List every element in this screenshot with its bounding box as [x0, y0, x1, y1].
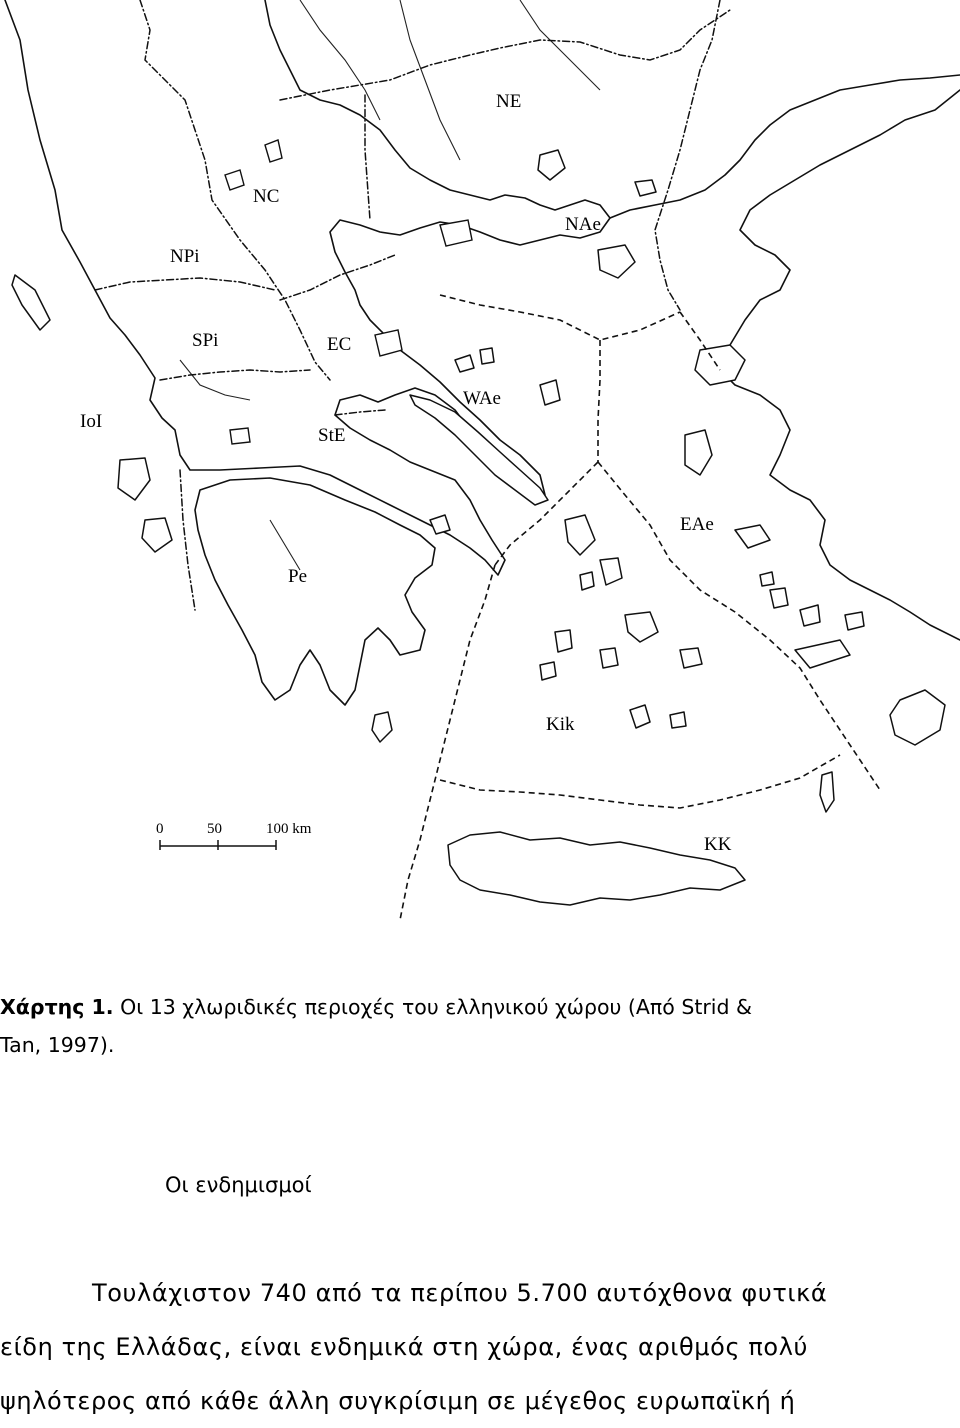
- scale-label-0: 0: [156, 821, 164, 837]
- body-line-3: ψηλότερος από κάθε άλλη συγκρίσιμη σε μέγεθος ευρωπαϊκή ή: [0, 1387, 796, 1415]
- region-border: [160, 370, 310, 380]
- kefalonia-island: [118, 458, 150, 500]
- lake: [230, 428, 250, 444]
- river: [400, 0, 460, 160]
- region-label-wae: WAe: [463, 388, 501, 409]
- caption-text: Οι 13 χλωριδικές περιοχές του ελληνικού χώρου (Από Strid &: [113, 995, 753, 1019]
- dodecanese-island: [760, 572, 774, 586]
- lesbos-island: [695, 345, 745, 385]
- cyclades-island: [625, 612, 658, 642]
- cyclades-island: [430, 515, 450, 534]
- region-label-nc: NC: [253, 186, 280, 207]
- region-label-ioi: IoI: [80, 411, 103, 432]
- region-label-nae: NAe: [565, 214, 601, 235]
- region-border: [280, 10, 730, 100]
- section-title: Οι ενδημισμοί: [165, 1173, 312, 1197]
- sporades-island: [540, 380, 560, 405]
- samothraki-island: [635, 180, 656, 196]
- sea-border: [440, 755, 840, 808]
- kythira-island: [372, 712, 392, 742]
- body-line-2: είδη της Ελλάδας, είναι ενδημικά στη χώρα, ένας αριθμός πολύ: [0, 1333, 808, 1361]
- dodecanese-island: [800, 605, 820, 626]
- sea-border: [440, 295, 680, 340]
- rhodes-island: [890, 690, 945, 745]
- thasos-island: [538, 150, 565, 180]
- river: [300, 0, 380, 120]
- crete-coastline: [448, 832, 745, 905]
- region-label-ste: StE: [318, 425, 346, 446]
- region-label-kik: Kik: [546, 714, 575, 735]
- caption-line-1: [0, 988, 960, 1026]
- sporades-island: [455, 355, 474, 372]
- region-label-pe: Pe: [288, 566, 307, 587]
- samos-island: [735, 525, 770, 548]
- cyclades-island: [630, 705, 650, 728]
- region-border: [655, 0, 720, 310]
- anatolian-coastline: [720, 90, 960, 640]
- region-label-ne: NE: [496, 91, 522, 112]
- chios-island: [685, 430, 712, 475]
- euboea-island: [410, 395, 548, 505]
- corfu-island: [12, 275, 50, 330]
- cyclades-island: [600, 558, 622, 585]
- river: [270, 520, 300, 570]
- region-label-kk: KK: [704, 834, 732, 855]
- region-label-eae: EAe: [680, 514, 714, 535]
- caption-label: Χάρτης 1.: [0, 995, 114, 1019]
- thrace-coastline: [610, 75, 960, 218]
- cyclades-island: [600, 648, 618, 668]
- lake: [265, 140, 282, 162]
- caption-line-2: Tan, 1997).: [0, 1033, 115, 1057]
- zakynthos-island: [142, 518, 172, 552]
- cyclades-island: [555, 630, 572, 652]
- region-border: [280, 255, 395, 300]
- body-paragraph: [0, 1266, 960, 1428]
- cyclades-island: [580, 572, 594, 590]
- lake: [375, 330, 402, 356]
- karpathos-island: [820, 772, 834, 812]
- region-border: [95, 278, 275, 290]
- cyclades-island: [670, 712, 686, 728]
- region-border: [335, 410, 385, 415]
- body-line-1: Τουλάχιστον 740 από τα περίπου 5.700 αυτόχθονα φυτικά: [92, 1279, 828, 1307]
- dodecanese-island: [770, 588, 788, 608]
- region-border: [140, 0, 330, 380]
- scale-bar: [156, 821, 312, 850]
- scale-label-100: 100 km: [266, 821, 312, 837]
- lake: [440, 220, 472, 246]
- map-caption: [0, 988, 960, 1064]
- cyclades-island: [540, 662, 556, 680]
- dodecanese-island: [845, 612, 864, 630]
- region-border: [365, 95, 370, 220]
- region-label-ec: EC: [327, 334, 352, 355]
- river: [180, 360, 250, 400]
- cyclades-island: [680, 648, 702, 668]
- region-label-spi: SPi: [192, 330, 219, 351]
- region-border: [180, 470, 195, 610]
- lake: [225, 170, 244, 190]
- peloponnese-coastline: [195, 478, 435, 705]
- lemnos-island: [598, 245, 635, 278]
- region-label-npi: NPi: [170, 246, 200, 267]
- sporades-island: [480, 348, 494, 364]
- cyclades-island: [565, 515, 595, 555]
- sea-border: [598, 340, 600, 462]
- scale-label-50: 50: [207, 821, 222, 837]
- dodecanese-island: [795, 640, 850, 668]
